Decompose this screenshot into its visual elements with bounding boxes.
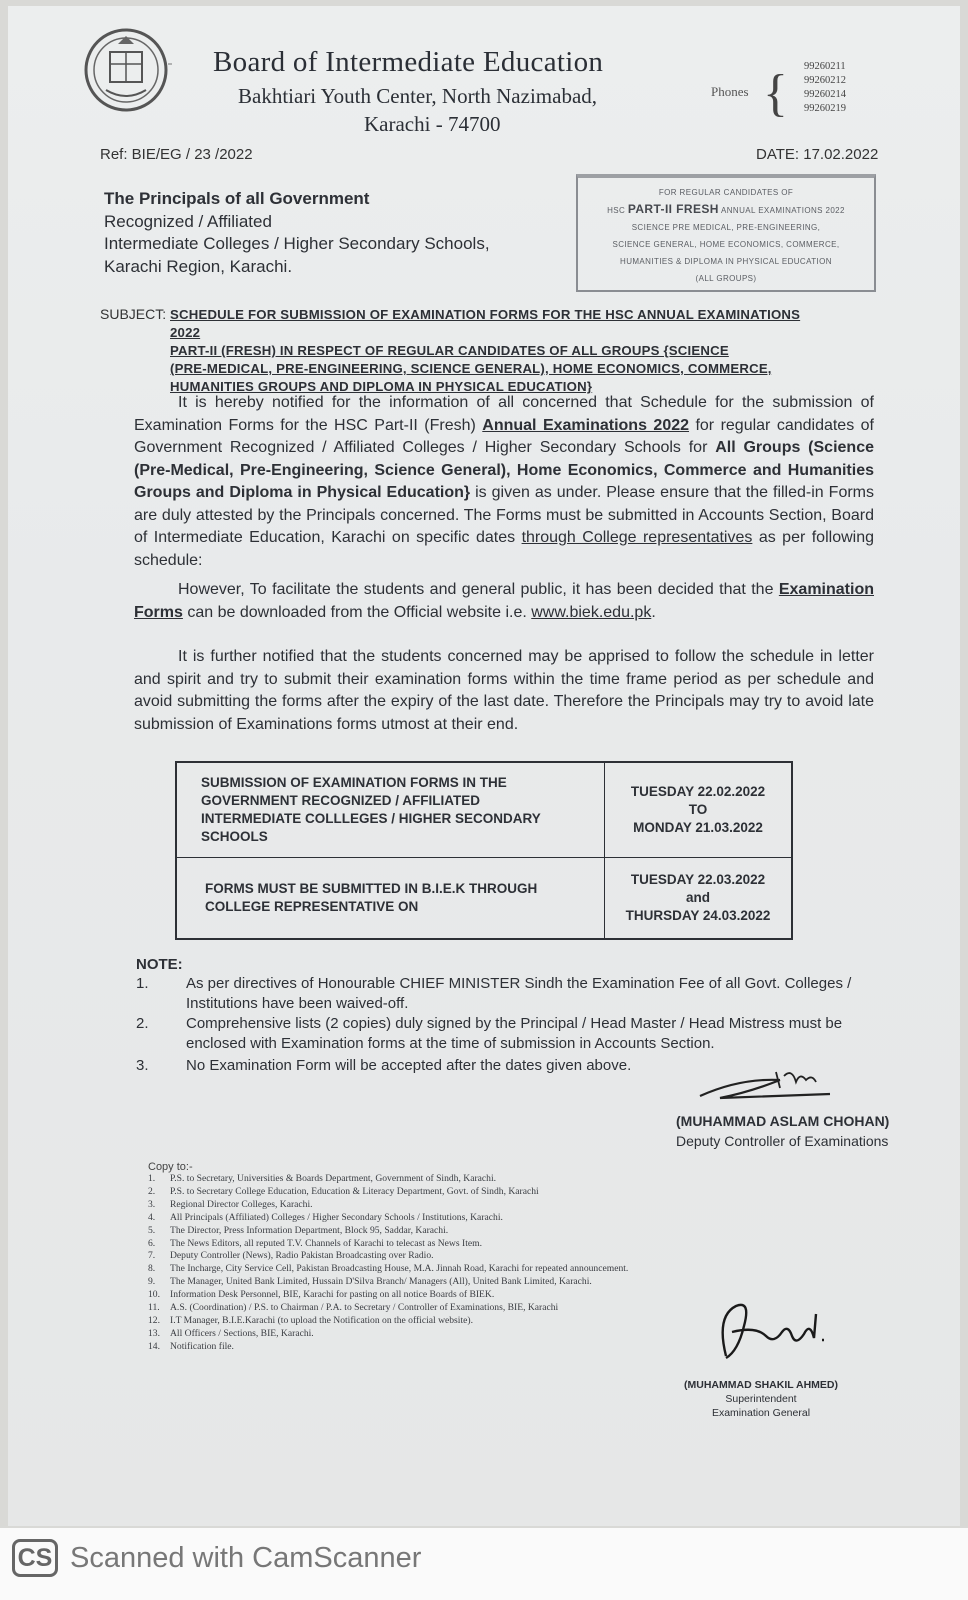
note-number: 1. (136, 975, 149, 992)
list-item (148, 1199, 628, 1212)
list-item (148, 1276, 628, 1289)
para-text: However, To facilitate the students and general public, it has been decided that the (178, 581, 779, 598)
note-item (136, 974, 856, 1014)
date-to: THURSDAY 24.03.2022 (625, 908, 771, 923)
list-item (148, 1341, 628, 1354)
stamp-text-big: PART-II FRESH (627, 202, 719, 216)
copy-to-heading: Copy to:- (148, 1161, 193, 1173)
phone-number: 99260211 (804, 61, 846, 72)
signatory-1 (676, 1111, 889, 1151)
stamp-text: HSC (607, 206, 626, 215)
para-text: as per following schedule: (134, 529, 874, 569)
list-item (148, 1186, 628, 1199)
phone-number: 99260219 (804, 103, 846, 114)
list-number: 8. (148, 1263, 156, 1275)
list-text: All Officers / Sections, BIE, Karachi. (170, 1327, 314, 1339)
date-sep: TO (688, 802, 708, 817)
date-to: MONDAY 21.03.2022 (633, 820, 763, 835)
list-number: 5. (148, 1224, 156, 1236)
list-item (148, 1225, 628, 1238)
camscanner-label: Scanned with CamScanner (70, 1542, 422, 1574)
list-item (148, 1263, 628, 1276)
para-text: can be downloaded from the Official website i.e. (182, 603, 532, 621)
addressee-line: The Principals of all Government (104, 189, 370, 208)
signatory-name: (MUHAMMAD ASLAM CHOHAN) (676, 1113, 890, 1129)
list-text: A.S. (Coordination) / P.S. to Chairman / P.A. to Secretary / Controller of Examinations, BIE, Karachi (170, 1302, 559, 1314)
para-text: for regular candidates of Government Recognized / Affiliated Colleges / Higher Secondary Schools for (134, 416, 874, 456)
list-number: 7. (148, 1250, 156, 1262)
schedule-dates (605, 858, 793, 940)
list-item (148, 1250, 628, 1263)
note-heading: NOTE: (136, 956, 183, 973)
website-link[interactable]: www.biek.edu.pk (531, 603, 652, 621)
note-number: 2. (136, 1015, 149, 1032)
paragraph-1 (134, 392, 874, 572)
list-text: The Director, Press Information Department, Block 95, Saddar, Karachi. (170, 1224, 449, 1236)
list-number: 10. (148, 1289, 160, 1301)
subject-line: (PRE-MEDICAL, PRE-ENGINEERING, SCIENCE GENERAL), HOME ECONOMICS, COMMERCE, (170, 361, 772, 376)
para-text: It is hereby notified for the information of all concerned that Schedule for the submission of Examination Forms for the HSC Part-II (Fresh) (134, 394, 874, 434)
list-number: 1. (148, 1173, 156, 1184)
list-item (148, 1328, 628, 1341)
list-number: 3. (148, 1198, 156, 1210)
para-emphasis: All Groups (Science (Pre-Medical, Pre-Engineering, Science General), Home Economics, Commerce and Humanities Groups and Diploma in Physical Education} (134, 439, 874, 501)
list-text: Notification file. (170, 1340, 234, 1352)
list-text: I.T Manager, B.I.E.Karachi (to upload the Notification on the official website). (170, 1314, 473, 1326)
stamp-line: FOR REGULAR CANDIDATES OF (658, 188, 794, 197)
list-item (148, 1315, 628, 1328)
list-text: P.S. to Secretary, Universities & Boards Department, Government of Sindh, Karachi. (170, 1173, 497, 1184)
list-number: 14. (148, 1340, 160, 1352)
signature-aslam-icon (680, 1058, 840, 1108)
list-item (148, 1173, 628, 1186)
subject-line: HUMANITIES GROUPS AND DIPLOMA IN PHYSICAL EDUCATION} (170, 379, 593, 394)
addressee-line: Karachi Region, Karachi. (104, 256, 293, 276)
note-text: No Examination Form will be accepted after the dates given above. (186, 1057, 632, 1074)
date-from: TUESDAY 22.03.2022 (630, 872, 766, 887)
signatory-title: Superintendent (725, 1393, 797, 1405)
signatory-name: (MUHAMMAD SHAKIL AHMED) (684, 1379, 838, 1391)
para-underline: through College representatives (521, 529, 753, 546)
list-item (148, 1212, 628, 1225)
signature-shakil-icon (696, 1296, 846, 1371)
list-text: Deputy Controller (News), Radio Pakistan Broadcasting over Radio. (170, 1250, 434, 1262)
list-number: 2. (148, 1185, 156, 1197)
stamp-line: SCIENCE PRE MEDICAL, PRE-ENGINEERING, (631, 223, 821, 232)
list-item (148, 1289, 628, 1302)
signatory-title: Examination General (711, 1407, 811, 1419)
list-text: All Principals (Affiliated) Colleges / Higher Secondary Schools / Institutions, Karachi. (170, 1211, 503, 1223)
paragraph-3 (134, 646, 874, 736)
list-text: Information Desk Personnel, BIE, Karachi for pasting on all notice Boards of BIEK. (170, 1289, 495, 1301)
board-city: Karachi - 74700 (364, 112, 501, 136)
brace-glyph: { (763, 65, 788, 122)
table-row (176, 762, 792, 858)
list-number: 11. (148, 1302, 160, 1314)
copy-to-list (148, 1173, 628, 1354)
stamp-line: SCIENCE GENERAL, HOME ECONOMICS, COMMERCE, (612, 240, 840, 249)
list-number: 12. (148, 1314, 160, 1326)
stamp-text: ANNUAL EXAMINATIONS 2022 (721, 206, 845, 215)
scanner-footer (0, 1528, 968, 1600)
list-number: 9. (148, 1276, 156, 1288)
schedule-label: SUBMISSION OF EXAMINATION FORMS IN THE GOVERNMENT RECOGNIZED / AFFILIATED INTERMEDIATE COLLLEGES / HIGHER SECONDARY SCHOOLS (176, 762, 605, 858)
subject-label: SUBJECT: (100, 306, 167, 322)
subject-line: PART-II (FRESH) IN RESPECT OF REGULAR CANDIDATES OF ALL GROUPS {SCIENCE (170, 343, 729, 358)
note-text: Comprehensive lists (2 copies) duly signed by the Principal / Head Master / Head Mistress must be enclosed with Examination forms at the time of submission in Accounts Section. (186, 1015, 843, 1052)
date-from: TUESDAY 22.02.2022 (630, 784, 766, 799)
list-text: Regional Director Colleges, Karachi. (170, 1198, 313, 1210)
schedule-dates (605, 762, 793, 858)
para-text: is given as under. Please ensure that the filled-in Forms are duly attested by the Principals concerned. The Forms must be submitted in Accounts Section, Board of Intermediate Education, Karachi on specific dates (134, 484, 875, 546)
list-text: The Manager, United Bank Limited, Hussain D'Silva Branch/ Managers (All), United Bank Limited, Karachi. (170, 1276, 592, 1288)
schedule-table (175, 761, 793, 940)
note-text: As per directives of Honourable CHIEF MINISTER Sindh the Examination Fee of all Govt. Colleges / Institutions have been waived-off. (186, 975, 852, 1012)
phone-numbers (804, 60, 846, 116)
board-address: Bakhtiari Youth Center, North Nazimabad, (238, 84, 598, 108)
para-emphasis: Examination Forms (134, 581, 874, 621)
reference-number: Ref: BIE/EG / 23 /2022 (100, 146, 253, 163)
para-text: . (651, 603, 656, 621)
board-emblem-icon (80, 24, 172, 116)
paragraph-2 (134, 579, 874, 624)
list-text: The News Editors, all reputed T.V. Channels of Karachi to telecast as News Item. (170, 1237, 482, 1249)
list-number: 4. (148, 1211, 156, 1223)
list-number: 6. (148, 1237, 156, 1249)
subject-line: SCHEDULE FOR SUBMISSION OF EXAMINATION FORMS FOR THE HSC ANNUAL EXAMINATIONS 2022 (170, 307, 801, 340)
list-text: The Incharge, City Service Cell, Pakistan Broadcasting House, M.A. Jinnah Road, Karachi for repeated announcement. (170, 1263, 629, 1275)
phone-number: 99260214 (804, 89, 846, 100)
phones-label: Phones (711, 84, 749, 99)
stamp-line: HUMANITIES & DIPLOMA IN PHYSICAL EDUCATION (620, 257, 832, 266)
para-text: It is further notified that the students concerned may be apprised to follow the schedule in letter and spirit and try to submit their examination forms within the time frame period as per schedule and avoid submitting the forms after the expiry of the last date. Therefore the Principals may try to avoid late submission of Examinations forms utmost at their end. (134, 648, 874, 733)
letter-date: DATE: 17.02.2022 (756, 146, 879, 163)
subject-text (170, 306, 830, 396)
signatory-title: Deputy Controller of Examinations (676, 1133, 889, 1149)
para-emphasis: Annual Examinations 2022 (482, 416, 690, 434)
stamp-line: (ALL GROUPS) (695, 274, 757, 283)
phone-number: 99260212 (804, 75, 846, 86)
note-item (136, 1014, 856, 1054)
board-title: Board of Intermediate Education (213, 46, 604, 78)
date-sep: and (685, 890, 710, 905)
table-row (176, 858, 792, 940)
note-number: 3. (136, 1057, 149, 1074)
camscanner-logo-icon: CS (12, 1539, 58, 1577)
list-item (148, 1238, 628, 1251)
document-page (8, 6, 960, 1526)
schedule-label: FORMS MUST BE SUBMITTED IN B.I.E.K THROUGH COLLEGE REPRESENTATIVE ON (176, 858, 605, 940)
addressee-line: Intermediate Colleges / Higher Secondary Schools, (104, 234, 490, 253)
list-number: 13. (148, 1327, 160, 1339)
list-item (148, 1302, 628, 1315)
list-text: P.S. to Secretary College Education, Education & Literacy Department, Govt. of Sindh, Karachi (170, 1185, 539, 1197)
stamp-line (578, 201, 874, 219)
signatory-2 (676, 1378, 846, 1420)
addressee-line: Recognized / Affiliated (104, 211, 272, 231)
addressee-block (104, 188, 490, 278)
candidate-stamp (576, 174, 876, 292)
